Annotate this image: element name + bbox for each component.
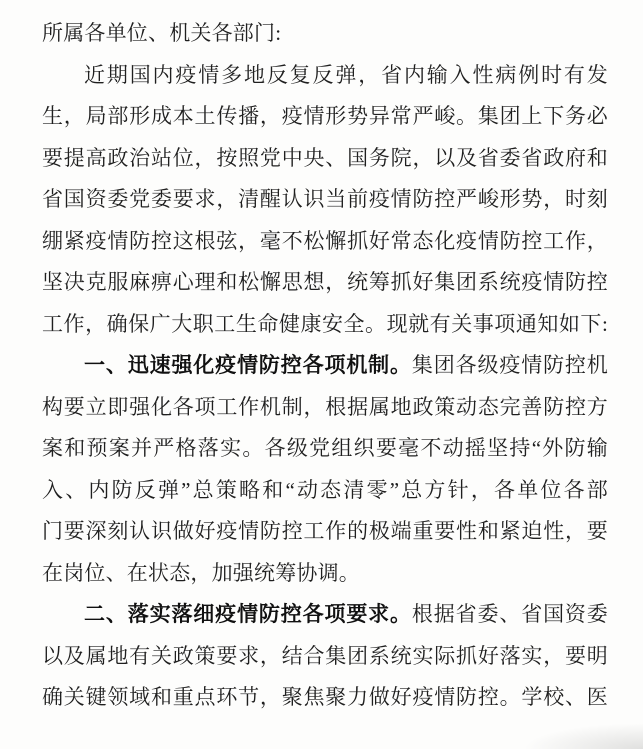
text-line (42, 96, 608, 138)
text-line (42, 55, 608, 97)
text-line (42, 470, 608, 512)
notice-body (42, 13, 608, 719)
text-line (42, 553, 608, 595)
line-text: 要提高政治站位，按照党中央、国务院，以及省委省政府和 (42, 145, 608, 170)
text-line (42, 138, 608, 180)
section-1-heading: 一、迅速强化疫情防控各项机制。 (84, 354, 412, 377)
line-text: 确关键领域和重点环节，聚焦聚力做好疫情防控。学校、医 (42, 685, 608, 709)
line-text: 入、内防反弹”总策略和“动态清零”总方针，各单位各部 (42, 477, 608, 502)
salutation-line (42, 13, 608, 55)
text-line (42, 304, 608, 346)
line-text: 绷紧疫情防控这根弦，毫不松懈抓好常态化疫情防控工作， (42, 228, 608, 253)
line-text: 集团各级疫情防控机 (411, 353, 608, 377)
line-text: 在岗位、在状态，加强统筹协调。 (42, 560, 360, 585)
line-text: 门要深刻认识做好疫情防控工作的极端重要性和紧迫性，要 (42, 519, 608, 543)
text-line (42, 179, 608, 221)
text-line (42, 511, 608, 553)
line-text: 坚决克服麻痹心理和松懈思想，统筹抓好集团系统疫情防控 (42, 270, 608, 294)
section-2-line (42, 594, 608, 636)
text-line (42, 677, 608, 719)
section-2-heading: 二、落实落细疫情防控各项要求。 (84, 603, 412, 626)
text-line (42, 387, 608, 429)
line-text: 省国资委党委要求，清醒认识当前疫情防控严峻形势，时刻 (42, 187, 608, 211)
line-text: 近期国内疫情多地反复反弹，省内输入性病例时有发 (84, 62, 608, 87)
text-line (42, 636, 608, 678)
line-text: 生，局部形成本土传播，疫情形势异常严峻。集团上下务必 (42, 104, 608, 128)
line-text: 根据省委、省国资委 (411, 602, 608, 626)
line-text: 构要立即强化各项工作机制，根据属地政策动态完善防控方 (42, 394, 608, 419)
line-text: 案和预案并严格落实。各级党组织要毫不动摇坚持“外防输 (42, 436, 608, 460)
line-text: 工作，确保广大职工生命健康安全。现就有关事项通知如下: (42, 311, 608, 336)
line-text: 所属各单位、机关各部门: (42, 21, 282, 45)
line-text: 以及属地有关政策要求，结合集团系统实际抓好落实，要明 (42, 643, 608, 668)
text-line (42, 262, 608, 304)
scan-shadow-artifact (523, 723, 643, 749)
text-line (42, 428, 608, 470)
text-line (42, 221, 608, 263)
section-1-line (42, 345, 608, 387)
